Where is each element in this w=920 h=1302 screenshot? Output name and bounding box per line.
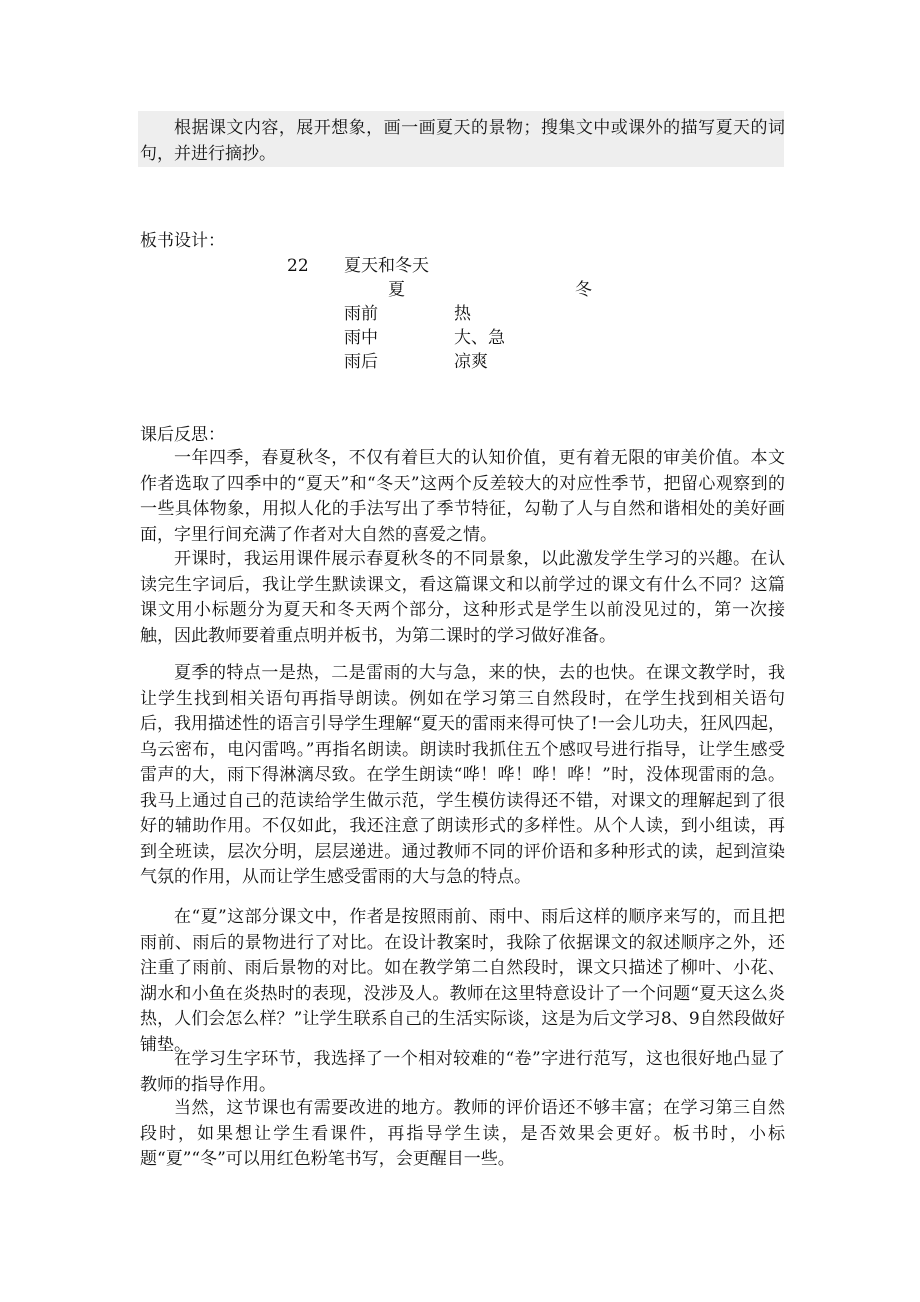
- reflection-paragraph: 在学习生字环节，我选择了一个相对较难的“卷”字进行范写，这也很好地凸显了教师的指导作用。: [140, 1049, 785, 1095]
- blackboard-heading: 板书设计：: [140, 231, 225, 251]
- reflection-heading: 课后反思：: [140, 425, 225, 445]
- reflection-paragraph: 一年四季，春夏秋冬，不仅有着巨大的认知价值，更有着无限的审美价值。本文作者选取了四季中的“夏天”和“冬天”这两个反差较大的对应性季节，把留心观察到的一些具体物象，用拟人化的手法写出了季节特征，勾勒了人与自然和谐相处的美好画面，字里行间充满了作者对大自然的喜爱之情。: [140, 448, 785, 545]
- board-row-feature: 热: [454, 304, 471, 324]
- homework-paragraph: 根据课文内容，展开想象，画一画夏天的景物；搜集文中或课外的描写夏天的词句，并进行摘抄。: [140, 118, 785, 164]
- board-row-time: 雨中: [344, 328, 378, 348]
- board-row-feature: 凉爽: [454, 352, 488, 372]
- reflection-paragraph: 开课时，我运用课件展示春夏秋冬的不同景象，以此激发学生学习的兴趣。在认读完生字词后，我让学生默读课文，看这篇课文和以前学过的课文有什么不同？这篇课文用小标题分为夏天和冬天两个部分，这种形式是学生以前没见过的，第一次接触，因此教师要着重点明并板书，为第二课时的学习做好准备。: [140, 549, 785, 646]
- section-winter: 冬: [575, 280, 592, 300]
- reflection-paragraph: 在“夏”这部分课文中，作者是按照雨前、雨中、雨后这样的顺序来写的，而且把雨前、雨后的景物进行了对比。在设计教案时，我除了依据课文的叙述顺序之外，还注重了雨前、雨后景物的对比。如在教学第二自然段时，课文只描述了柳叶、小花、湖水和小鱼在炎热时的表现，没涉及人。教师在这里特意设计了一个问题“夏天这么炎热，人们会怎么样？”让学生联系自己的生活实际谈，这是为后文学习8、9自然段做好铺垫。: [140, 907, 785, 1055]
- reflection-paragraph: 当然，这节课也有需要改进的地方。教师的评价语还不够丰富；在学习第三自然段时，如果想让学生看课件，再指导学生读，是否效果会更好。板书时，小标题“夏”“冬”可以用红色粉笔书写，会更醒目一些。: [140, 1098, 785, 1169]
- board-row-feature: 大、急: [454, 328, 505, 348]
- section-summer: 夏: [388, 280, 405, 300]
- board-row-time: 雨后: [344, 352, 378, 372]
- lesson-number: 22: [287, 256, 309, 276]
- board-row-time: 雨前: [344, 304, 378, 324]
- reflection-paragraph: 夏季的特点一是热，二是雷雨的大与急，来的快，去的也快。在课文教学时，我让学生找到相关语句再指导朗读。例如在学习第三自然段时，在学生找到相关语句后，我用描述性的语言引导学生理解“夏天的雷雨来得可快了!一会儿功夫，狂风四起，乌云密布，电闪雷鸣。”再指名朗读。朗读时我抓住五个感叹号进行指导，让学生感受雷声的大，雨下得淋漓尽致。在学生朗读“哗！哗！哗！哗！”时，没体现雷雨的急。我马上通过自己的范读给学生做示范，学生模仿读得还不错，对课文的理解起到了很好的辅助作用。不仅如此，我还注意了朗读形式的多样性。从个人读，到小组读，再到全班读，层次分明，层层递进。通过教师不同的评价语和多种形式的读，起到渲染气氛的作用，从而让学生感受雷雨的大与急的特点。: [140, 663, 785, 887]
- lesson-title: 夏天和冬天: [344, 256, 429, 276]
